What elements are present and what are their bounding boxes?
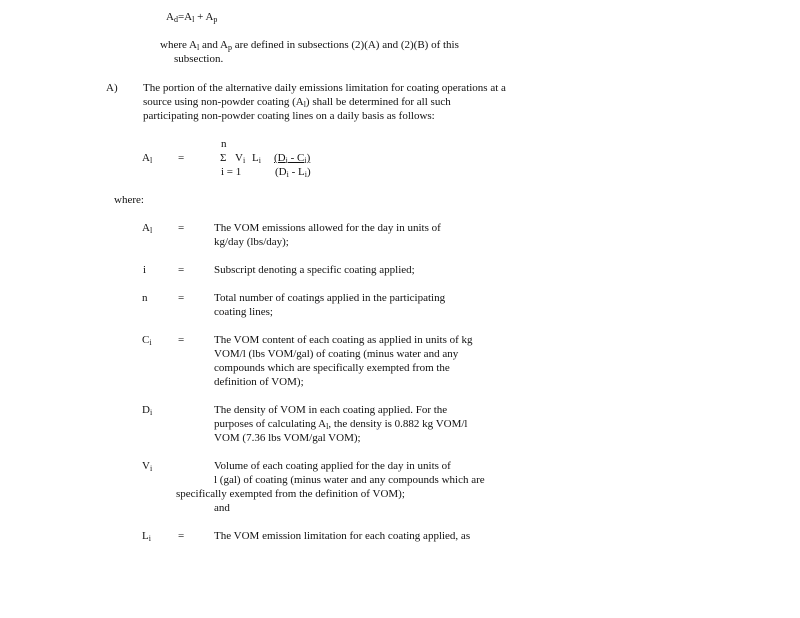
definition-text: l (gal) of coating (minus water and any compounds which are bbox=[214, 474, 485, 486]
definition-equals: = bbox=[178, 264, 185, 276]
definition-text: and bbox=[214, 502, 230, 514]
definition-text: purposes of calculating $A_l$, the density is 0.882 kg VOM/l bbox=[214, 418, 468, 431]
definition-text: Volume of each coating applied for the day in units of bbox=[214, 460, 451, 472]
where-intro-line2: subsection. bbox=[174, 53, 224, 65]
equation-l-term: $L_i$ bbox=[252, 152, 261, 165]
definition-text: Total number of coatings applied in the participating bbox=[214, 292, 446, 304]
equation-denominator: $(D_i - L_i)$ bbox=[275, 166, 311, 179]
section-a-line2: source using non-powder coating $(A_l)$ shall be determined for all such bbox=[143, 96, 451, 109]
equation-equals: = bbox=[178, 152, 185, 164]
definition-symbol: n bbox=[142, 292, 148, 304]
equation-lhs: $A_l$ bbox=[142, 152, 153, 165]
definition-text: definition of VOM); bbox=[214, 376, 304, 388]
definition-symbol: $A_l$ bbox=[142, 222, 153, 235]
equation-v-term: $V_i$ bbox=[235, 152, 246, 165]
definition-symbol: $V_i$ bbox=[142, 460, 153, 473]
definition-text: The VOM emissions allowed for the day in units of bbox=[214, 222, 441, 234]
definition-text: The density of VOM in each coating applied. For the bbox=[214, 404, 448, 416]
definition-text: coating lines; bbox=[214, 306, 273, 318]
definition-text: The VOM emission limitation for each coating applied, as bbox=[214, 530, 471, 542]
definition-text: Subscript denoting a specific coating applied; bbox=[214, 264, 415, 276]
definition-text: VOM (7.36 lbs VOM/gal VOM); bbox=[214, 432, 361, 444]
definition-symbol: $D_i$ bbox=[142, 404, 153, 417]
top-formula: $A_d=A_l + A_p$ bbox=[166, 11, 218, 24]
where-intro-line1: where $A_l$ and $A_p$ are defined in subsections (2)(A) and (2)(B) of this bbox=[160, 39, 459, 52]
sum-upper-limit: n bbox=[221, 138, 227, 150]
definition-text: The VOM content of each coating as applied in units of kg bbox=[214, 334, 473, 346]
definition-symbol: i bbox=[143, 264, 147, 276]
definition-text: specifically exempted from the definition of VOM); bbox=[176, 488, 405, 500]
section-a-line3: participating non-powder coating lines on a daily basis as follows: bbox=[143, 110, 435, 122]
section-marker: A) bbox=[106, 82, 118, 94]
sum-lower-limit: i = 1 bbox=[221, 166, 242, 178]
definition-symbol: $L_i$ bbox=[142, 530, 151, 543]
definition-equals: = bbox=[178, 222, 185, 234]
sum-sigma: Σ bbox=[220, 152, 227, 164]
definition-equals: = bbox=[178, 530, 185, 542]
definition-text: VOM/l (lbs VOM/gal) of coating (minus water and any bbox=[214, 348, 459, 360]
definition-text: kg/day (lbs/day); bbox=[214, 236, 289, 248]
definition-equals: = bbox=[178, 334, 185, 346]
definition-text: compounds which are specifically exempted from the bbox=[214, 362, 450, 374]
where-label: where: bbox=[114, 194, 144, 206]
equation-numerator: $(D_i - C_i)$ bbox=[274, 152, 311, 165]
definition-symbol: $C_i$ bbox=[142, 334, 152, 347]
section-a-line1: The portion of the alternative daily emissions limitation for coating operations at a bbox=[143, 82, 506, 94]
definition-equals: = bbox=[178, 292, 185, 304]
